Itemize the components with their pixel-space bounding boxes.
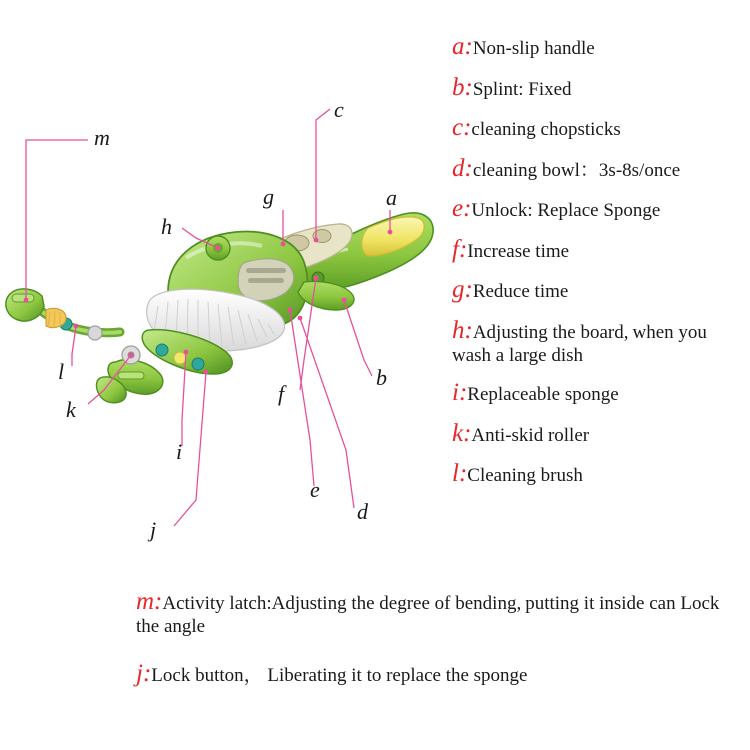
callout-i: i [176,439,183,464]
callout-m: m [94,125,110,150]
callout-f: f [278,381,285,406]
callout-c: c [334,97,344,122]
legend-key-e: e: [452,195,472,222]
legend-item-k [452,419,750,449]
legend-text-e: Unlock: Replace Sponge [471,200,661,221]
legend-item-e [452,194,750,224]
legend-item-h [452,316,750,368]
product-svg [0,0,452,580]
legend-text-m: Activity latch:Adjusting the degree of bending, [162,593,522,614]
legend-text-i: Replaceable sponge [467,384,619,406]
legend-item-f [452,235,750,265]
callout-b: b [376,365,387,390]
legend-item-c [452,113,750,143]
callout-l: l [58,359,65,384]
legend-key-a: a: [452,33,473,60]
legend-text-j: Lock button， Liberating it to replace the sponge [151,665,528,686]
legend-item-i [452,378,750,408]
legend-text-c: cleaning chopsticks [471,119,621,140]
legend-key-g: g: [452,276,473,303]
legend-text-h: Adjusting the board, [472,321,629,343]
legend-text-g: Reduce time [472,281,569,302]
callout-k: k [66,397,76,422]
legend-text-a: Non-slip handle [472,38,595,59]
legend-bottom-list [136,588,746,704]
legend-key-b: b: [452,73,473,101]
legend-item-j [136,660,746,688]
legend-text-h-line2: when you wash a large dish [452,321,707,366]
legend-key-h: h: [452,316,473,344]
callout-h: h [161,214,172,239]
callout-g: g [263,184,274,209]
legend-text-b: Splint: Fixed [472,78,572,100]
legend-text-f: Increase time [467,240,570,262]
callout-a: a [386,185,397,210]
legend-item-g [452,275,750,305]
anti-skid-roller [122,346,140,364]
legend-text-m-line2: putting it inside can Lock the angle [136,593,720,637]
legend-key-l: l: [452,460,468,488]
callout-d: d [357,499,368,524]
callout-j: j [150,517,157,542]
legend-key-i: i: [452,379,468,407]
legend-key-c: c: [452,114,472,141]
product-illustration [0,0,452,580]
legend-item-a [452,32,750,62]
lock-arm [97,360,163,403]
legend-key-k: k: [452,419,472,447]
legend-item-m [136,588,746,638]
callout-e: e [310,477,320,502]
left-arm [6,289,120,340]
legend-text-d: cleaning bowl：3s-8s/once [472,159,681,181]
legend-key-m: m: [136,588,163,615]
legend-list [452,32,750,500]
legend-item-d [452,154,750,184]
legend-item-l [452,459,750,489]
legend-text-k: Anti-skid roller [471,424,590,446]
legend-text-l: Cleaning brush [467,465,583,487]
legend-key-d: d: [452,154,473,182]
legend-key-f: f: [452,235,468,263]
legend-item-b [452,73,750,103]
legend-key-j: j: [136,660,152,687]
